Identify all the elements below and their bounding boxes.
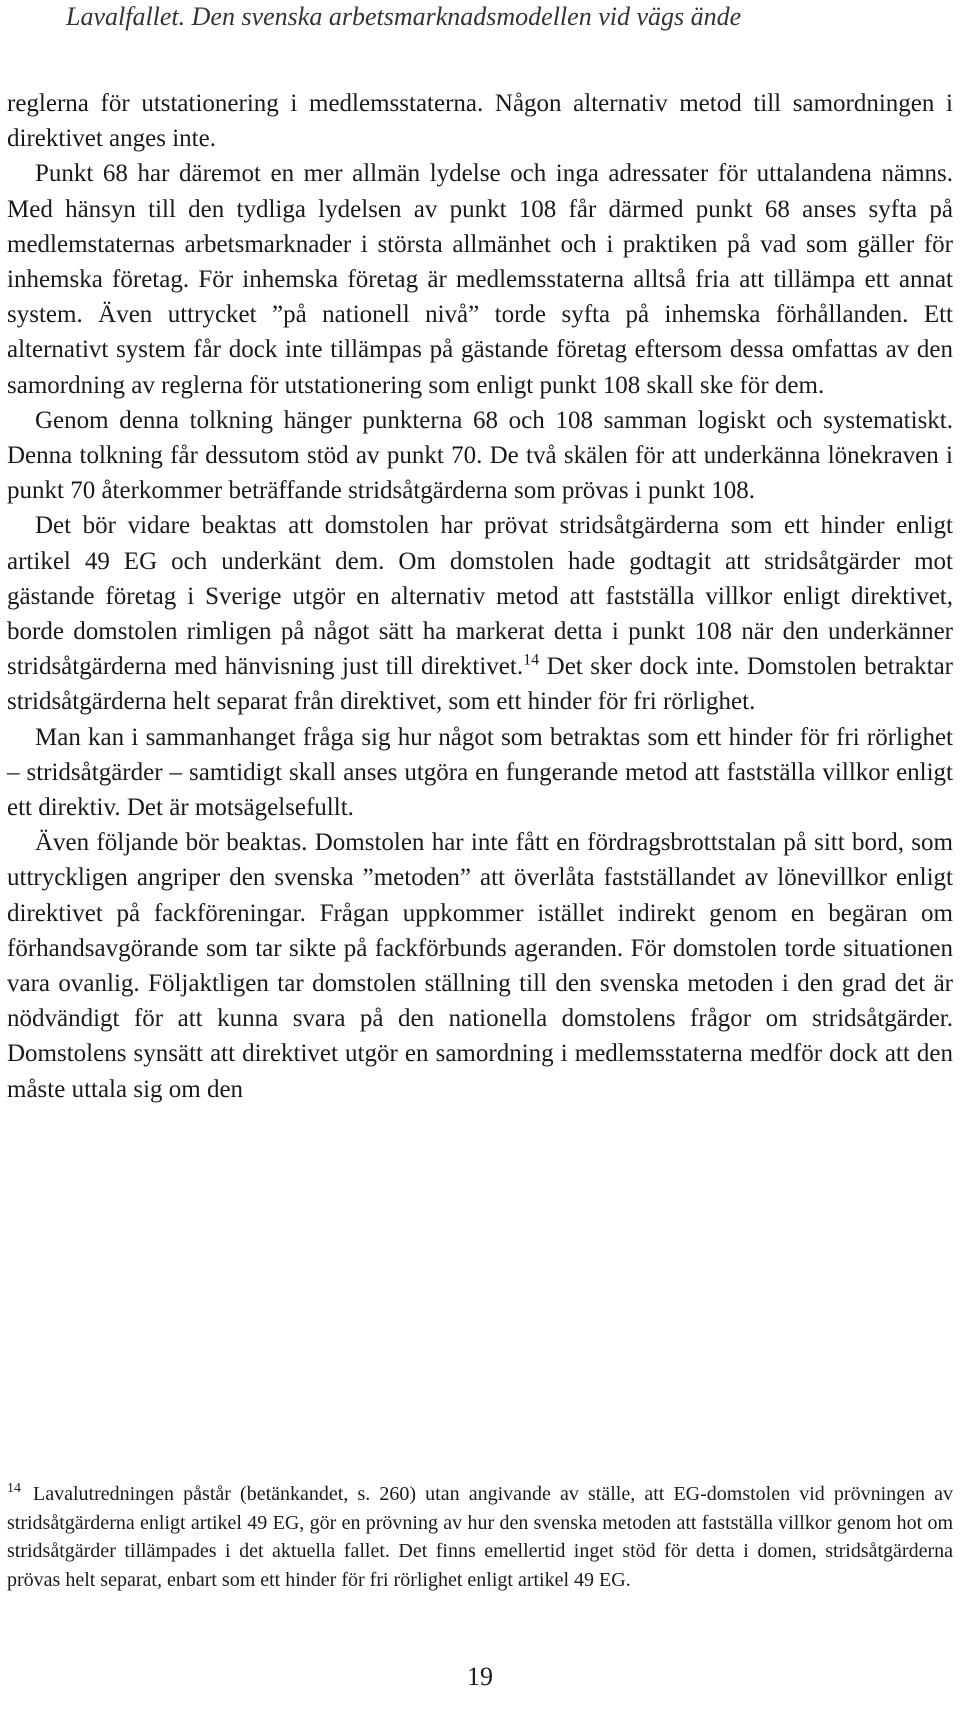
paragraph: Punkt 68 har däremot en mer allmän lydelse och inga adressater för uttalandena nämns. Med hänsyn till den tydliga lydelsen av punkt 108 får därmed punkt 68 anses syfta på medlemstaternas arbetsmarknader i största allmänhet och i praktiken på vad som gäller för inhemska företag. För inhemska företag är medlemsstaterna alltså fria att tillämpa ett annat system. Även uttrycket ”på nationell nivå” torde syfta på inhemska förhållanden. Ett alternativt system får dock inte tillämpas på gästande företag eftersom dessa omfattas av den samordning av reglerna för utstationering som enligt punkt 108 skall ske för dem. bbox=[7, 160, 953, 399]
body-text bbox=[7, 86, 953, 1107]
paragraph: Även följande bör beaktas. Domstolen har inte fått en fördragsbrottstalan på sitt bord, som uttryckligen angriper den svenska ”metoden” att överlåta fastställandet av lönevillkor enligt direktivet på fackföreningar. Frågan uppkommer istället indirekt genom en begäran om förhandsavgörande som tar sikte på fackförbunds ageranden. För domstolen torde situationen vara ovanlig. Följaktligen tar domstolen ställning till den svenska metoden i den grad det är nödvändigt för att kunna svara på den nationella domstolens frågor om stridsåtgärder. Domstolens synsätt att direktivet utgör en samordning i medlemsstaterna medför dock att den måste uttala sig om den bbox=[7, 829, 953, 1103]
running-header: Lavalfallet. Den svenska arbetsmarknadsmodellen vid vägs ände bbox=[66, 2, 742, 31]
paragraph: reglerna för utstationering i medlemsstaterna. Någon alternativ metod till samordningen i direktivet anges inte. bbox=[7, 90, 953, 153]
footnote-text: Lavalutredningen påstår (betänkandet, s. 260) utan angivande av ställe, att EG-domstolen vid prövningen av stridsåtgärderna enligt artikel 49 EG, gör en prövning av hur den svenska metoden att fastställa villkor genom hot om stridsåtgärder tillämpades i det aktuella fallet. Det finns emellertid inget stöd för detta i domen, stridsåtgärderna prövas helt separat, enbart som ett hinder för fri rörlighet enligt artikel 49 EG. bbox=[7, 1483, 953, 1591]
footnote-reference[interactable]: 14 bbox=[523, 651, 540, 669]
paragraph: Man kan i sammanhanget fråga sig hur något som betraktas som ett hinder för fri rörlighet – stridsåtgärder – samtidigt skall anses utgöra en fungerande metod att fastställa villkor enligt ett direktiv. Det är motsägelsefullt. bbox=[7, 723, 953, 822]
footnote bbox=[7, 1480, 953, 1594]
footnote-number: 14 bbox=[7, 1481, 21, 1497]
footnotes bbox=[7, 1480, 953, 1594]
page-number: 19 bbox=[467, 1662, 493, 1691]
paragraph-with-footnote-ref bbox=[7, 508, 953, 719]
paragraph-text: Det bör vidare beaktas att domstolen har prövat stridsåtgärderna som ett hinder enligt artikel 49 EG och underkänt dem. Om domstolen hade godtagit att stridsåtgärder mot gästande företag i Sverige utgör en alternativ metod att fastställa villkor enligt direktivet, borde domstolen rimligen på något sätt ha markerat detta i punkt 108 när den underkänner stridsåtgärderna med hänvisning just till direktivet. bbox=[7, 512, 953, 681]
paragraph: Genom denna tolkning hänger punkterna 68 och 108 samman logiskt och systematiskt. Denna tolkning får dessutom stöd av punkt 70. De två skälen för att underkänna lönekraven i punkt 70 återkommer beträffande stridsåtgärderna som prövas i punkt 108. bbox=[7, 406, 953, 505]
paragraph-text: Det sker dock inte. Domstolen betraktar stridsåtgärderna helt separat från direktivet, som ett hinder för fri rörlighet. bbox=[7, 653, 953, 716]
